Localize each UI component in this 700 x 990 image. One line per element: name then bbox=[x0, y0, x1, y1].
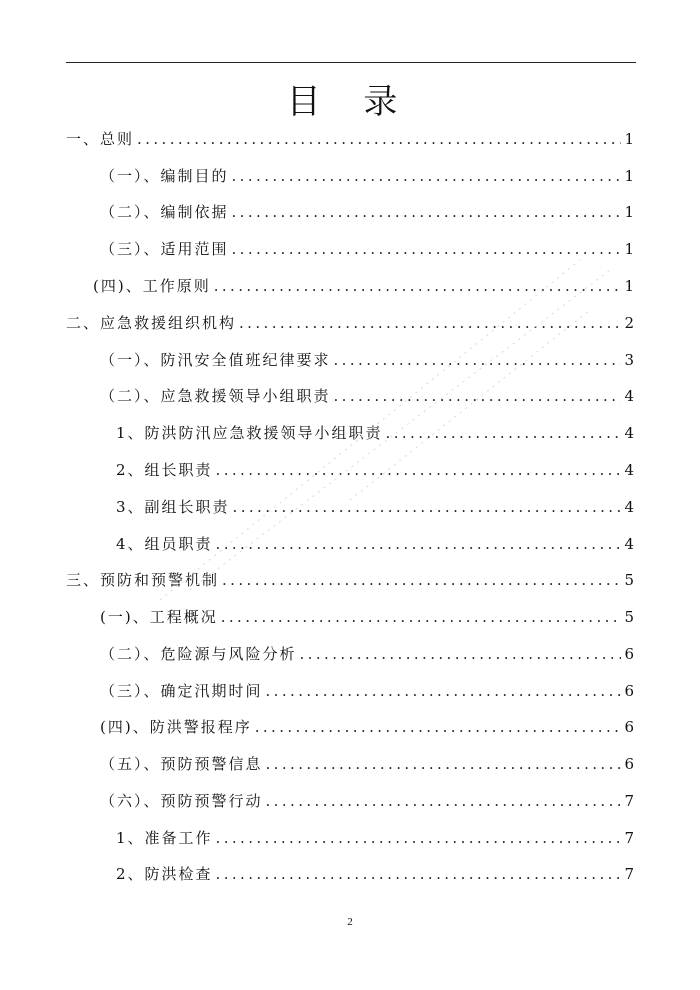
toc-entry-label: 三、预防和预警机制 bbox=[66, 571, 220, 589]
toc-entry-page: 1 bbox=[624, 277, 634, 295]
toc-entry[interactable] bbox=[100, 165, 634, 187]
toc-entry-page: 1 bbox=[624, 240, 634, 258]
toc-entry-label: （二）、危险源与风险分析 bbox=[100, 645, 297, 663]
toc-entry-label: （六）、预防预警行动 bbox=[100, 792, 263, 810]
toc-entry[interactable] bbox=[66, 569, 634, 591]
toc-entry-page: 6 bbox=[624, 718, 634, 736]
toc-entry[interactable] bbox=[66, 128, 634, 150]
toc-entry[interactable] bbox=[100, 643, 634, 665]
toc-entry-label: 3、副组长职责 bbox=[116, 498, 230, 516]
dot-leader bbox=[266, 753, 622, 775]
dot-leader bbox=[216, 459, 622, 481]
toc-entry[interactable] bbox=[100, 680, 634, 702]
dot-leader bbox=[386, 422, 622, 444]
toc-entry-page: 1 bbox=[624, 130, 634, 148]
page-title: 目 录 bbox=[286, 82, 414, 122]
toc-entry-label: 1、准备工作 bbox=[116, 829, 213, 847]
dot-leader bbox=[216, 863, 622, 885]
toc-entry-page: 4 bbox=[624, 498, 634, 516]
dot-leader bbox=[266, 680, 622, 702]
toc-entry[interactable] bbox=[116, 422, 634, 444]
toc-entry-page: 4 bbox=[624, 424, 634, 442]
toc-entry-label: 二、应急救援组织机构 bbox=[66, 314, 237, 332]
dot-leader bbox=[216, 533, 622, 555]
toc-entry[interactable] bbox=[100, 753, 634, 775]
dot-leader bbox=[239, 312, 621, 334]
dot-leader bbox=[334, 349, 622, 371]
toc-entry-page: 6 bbox=[624, 645, 634, 663]
toc-entry-label: （一）、编制目的 bbox=[100, 167, 229, 185]
toc-entry[interactable] bbox=[100, 716, 634, 738]
toc-entry[interactable] bbox=[100, 790, 634, 812]
dot-leader bbox=[266, 790, 622, 812]
dot-leader bbox=[334, 385, 622, 407]
toc-entry-page: 7 bbox=[624, 829, 634, 847]
dot-leader bbox=[137, 128, 621, 150]
toc-entry-label: （二）、编制依据 bbox=[100, 203, 229, 221]
toc-entry-label: （三）、确定汛期时间 bbox=[100, 682, 263, 700]
toc-entry[interactable] bbox=[66, 312, 634, 334]
dot-leader bbox=[222, 569, 621, 591]
toc-entry[interactable] bbox=[100, 385, 634, 407]
dot-leader bbox=[255, 716, 622, 738]
toc-entry-label: (四)、工作原则 bbox=[93, 277, 211, 295]
toc-entry-page: 5 bbox=[624, 608, 634, 626]
toc-entry[interactable] bbox=[116, 827, 634, 849]
toc-entry-label: 2、组长职责 bbox=[116, 461, 213, 479]
toc-entry-page: 4 bbox=[624, 461, 634, 479]
toc-entry-label: 4、组员职责 bbox=[116, 535, 213, 553]
toc-entry-label: （五）、预防预警信息 bbox=[100, 755, 263, 773]
dot-leader bbox=[214, 275, 622, 297]
toc-entry-label: 2、防洪检查 bbox=[116, 865, 213, 883]
toc-entry[interactable] bbox=[100, 201, 634, 223]
toc-entry-page: 6 bbox=[624, 682, 634, 700]
toc-entry-page: 3 bbox=[624, 351, 634, 369]
toc-entry-label: (一)、工程概况 bbox=[100, 608, 218, 626]
toc-entry-page: 4 bbox=[624, 535, 634, 553]
dot-leader bbox=[232, 238, 622, 260]
toc-entry-label: （三）、适用范围 bbox=[100, 240, 229, 258]
toc-entry-page: 1 bbox=[624, 167, 634, 185]
toc-entry-page: 5 bbox=[624, 571, 634, 589]
toc-entry-page: 2 bbox=[624, 314, 634, 332]
toc-entry-page: 1 bbox=[624, 203, 634, 221]
dot-leader bbox=[216, 827, 622, 849]
toc-entry-label: (四)、防洪警报程序 bbox=[100, 718, 252, 736]
toc-entry-page: 6 bbox=[624, 755, 634, 773]
toc-entry[interactable] bbox=[116, 496, 634, 518]
toc-entry-label: （二）、应急救援领导小组职责 bbox=[100, 387, 331, 405]
toc-entry[interactable] bbox=[116, 863, 634, 885]
toc-entry-page: 7 bbox=[624, 865, 634, 883]
footer-page-number: 2 bbox=[347, 916, 353, 928]
dot-leader bbox=[300, 643, 622, 665]
toc-entry-page: 4 bbox=[624, 387, 634, 405]
toc-entry[interactable] bbox=[116, 533, 634, 555]
toc-entry-page: 7 bbox=[624, 792, 634, 810]
toc-entry[interactable] bbox=[100, 238, 634, 260]
toc-entry-label: 1、防洪防汛应急救援领导小组职责 bbox=[116, 424, 383, 442]
toc-entry[interactable] bbox=[100, 349, 634, 371]
toc-entry[interactable] bbox=[116, 459, 634, 481]
dot-leader bbox=[221, 606, 622, 628]
toc-entry[interactable] bbox=[100, 606, 634, 628]
dot-leader bbox=[232, 201, 622, 223]
toc-entry-label: （一）、防汛安全值班纪律要求 bbox=[100, 351, 331, 369]
toc-entry[interactable] bbox=[93, 275, 634, 297]
dot-leader bbox=[233, 496, 622, 518]
toc-entry-label: 一、总则 bbox=[66, 130, 135, 148]
dot-leader bbox=[232, 165, 622, 187]
